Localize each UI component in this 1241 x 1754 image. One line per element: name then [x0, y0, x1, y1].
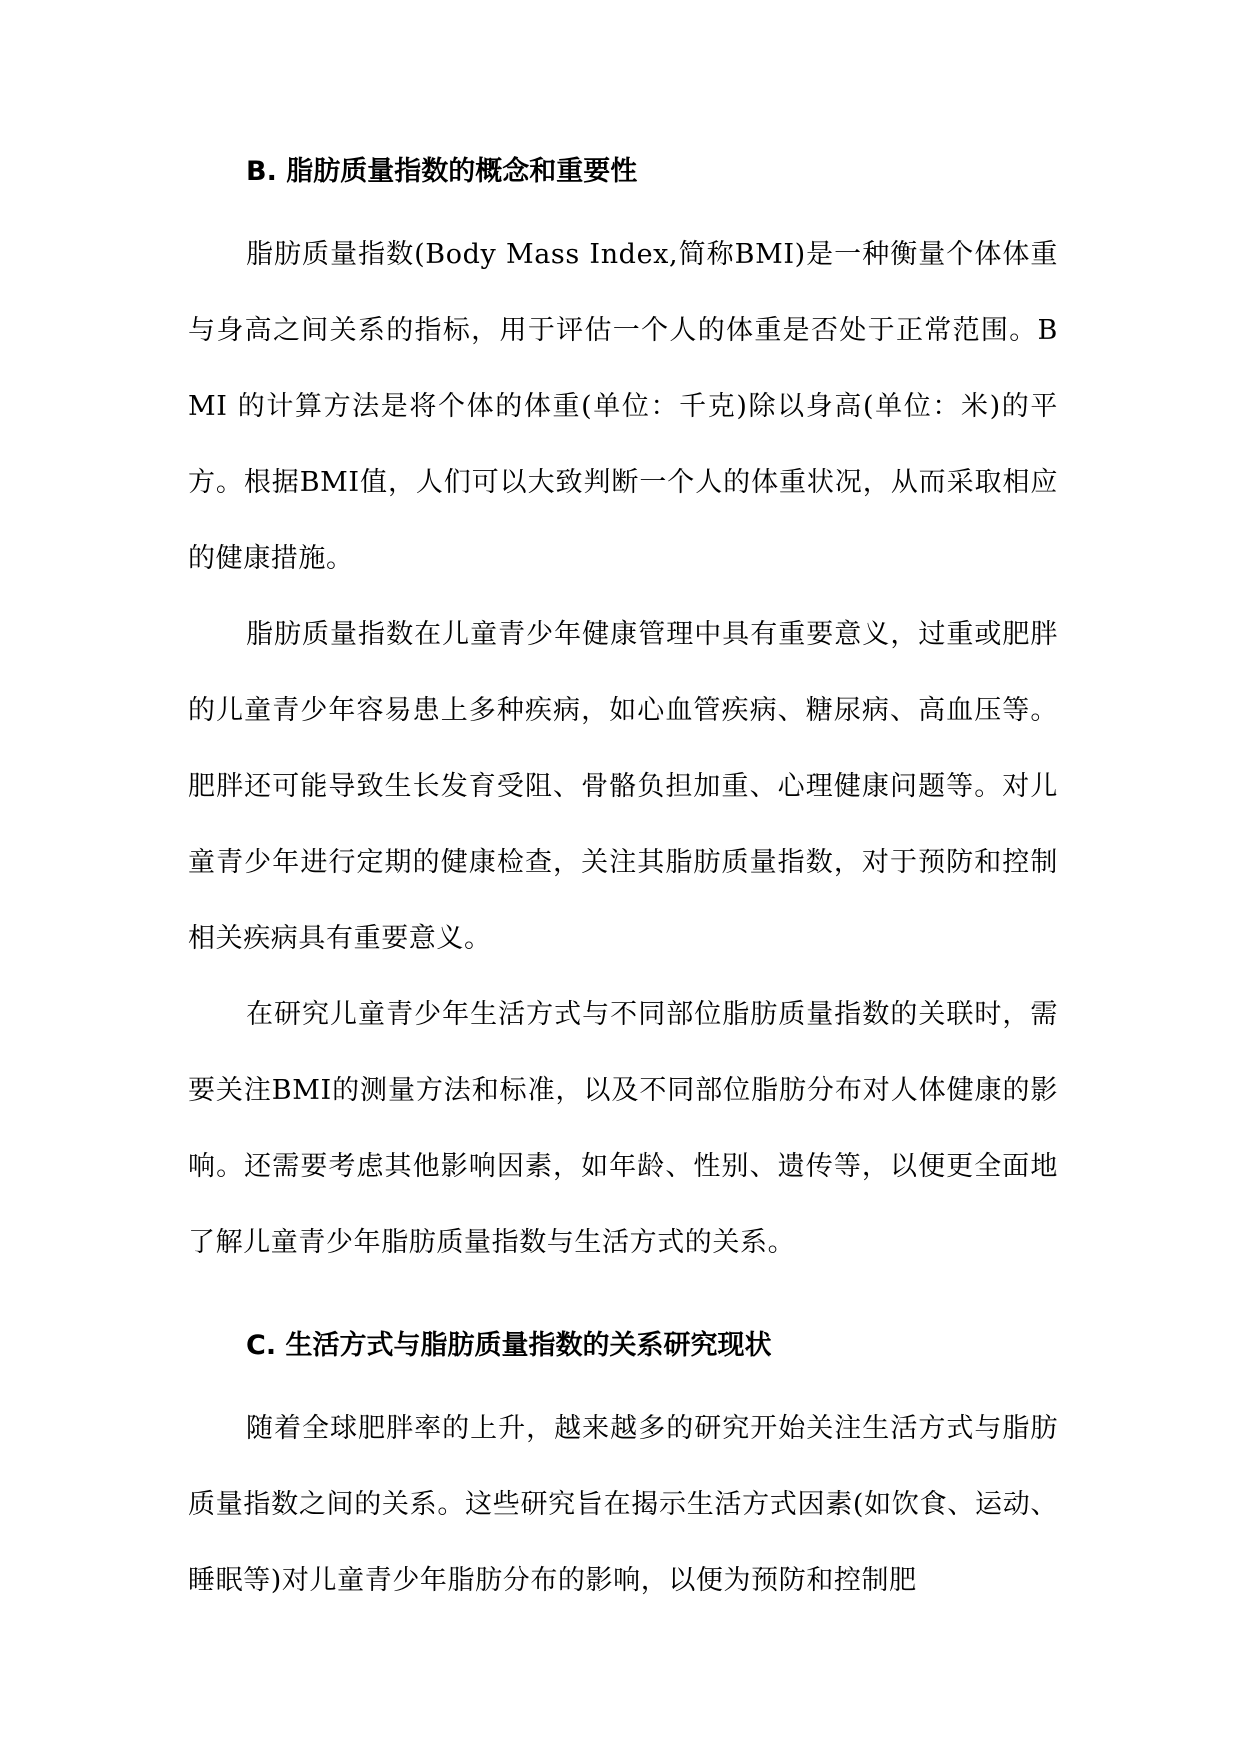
section-heading-b: B. 脂肪质量指数的概念和重要性 — [246, 156, 638, 187]
paragraph-bmi-definition: 脂肪质量指数(Body Mass Index,简称BMI)是一种衡量个体体重与身高之间关系的指标，用于评估一个人的体重是否处于正常范围。BMI 的计算方法是将个体的体重(单位：千克)除以身高(单位：米)的平方。根据BMI值，人们可以大致判断一个人的体重状况，从而采取相应的健康措施。 — [188, 239, 1058, 574]
paragraph-lifestyle-research-status: 随着全球肥胖率的上升，越来越多的研究开始关注生活方式与脂肪质量指数之间的关系。这些研究旨在揭示生活方式因素(如饮食、运动、睡眠等)对儿童青少年脂肪分布的影响，以便为预防和控制肥 — [188, 1413, 1058, 1596]
paragraph-bmi-research-considerations: 在研究儿童青少年生活方式与不同部位脂肪质量指数的关联时，需要关注BMI的测量方法和标准，以及不同部位脂肪分布对人体健康的影响。还需要考虑其他影响因素，如年龄、性别、遗传等，以便更全面地了解儿童青少年脂肪质量指数与生活方式的关系。 — [188, 999, 1058, 1258]
document-body — [188, 145, 1058, 1619]
section-heading-c: C. 生活方式与脂肪质量指数的关系研究现状 — [246, 1330, 772, 1361]
section-b — [188, 145, 1058, 1281]
paragraph-bmi-importance: 脂肪质量指数在儿童青少年健康管理中具有重要意义，过重或肥胖的儿童青少年容易患上多种疾病，如心血管疾病、糖尿病、高血压等。肥胖还可能导致生长发育受阻、骨骼负担加重、心理健康问题等。对儿童青少年进行定期的健康检查，关注其脂肪质量指数，对于预防和控制相关疾病具有重要意义。 — [188, 619, 1058, 954]
section-c — [188, 1319, 1058, 1619]
